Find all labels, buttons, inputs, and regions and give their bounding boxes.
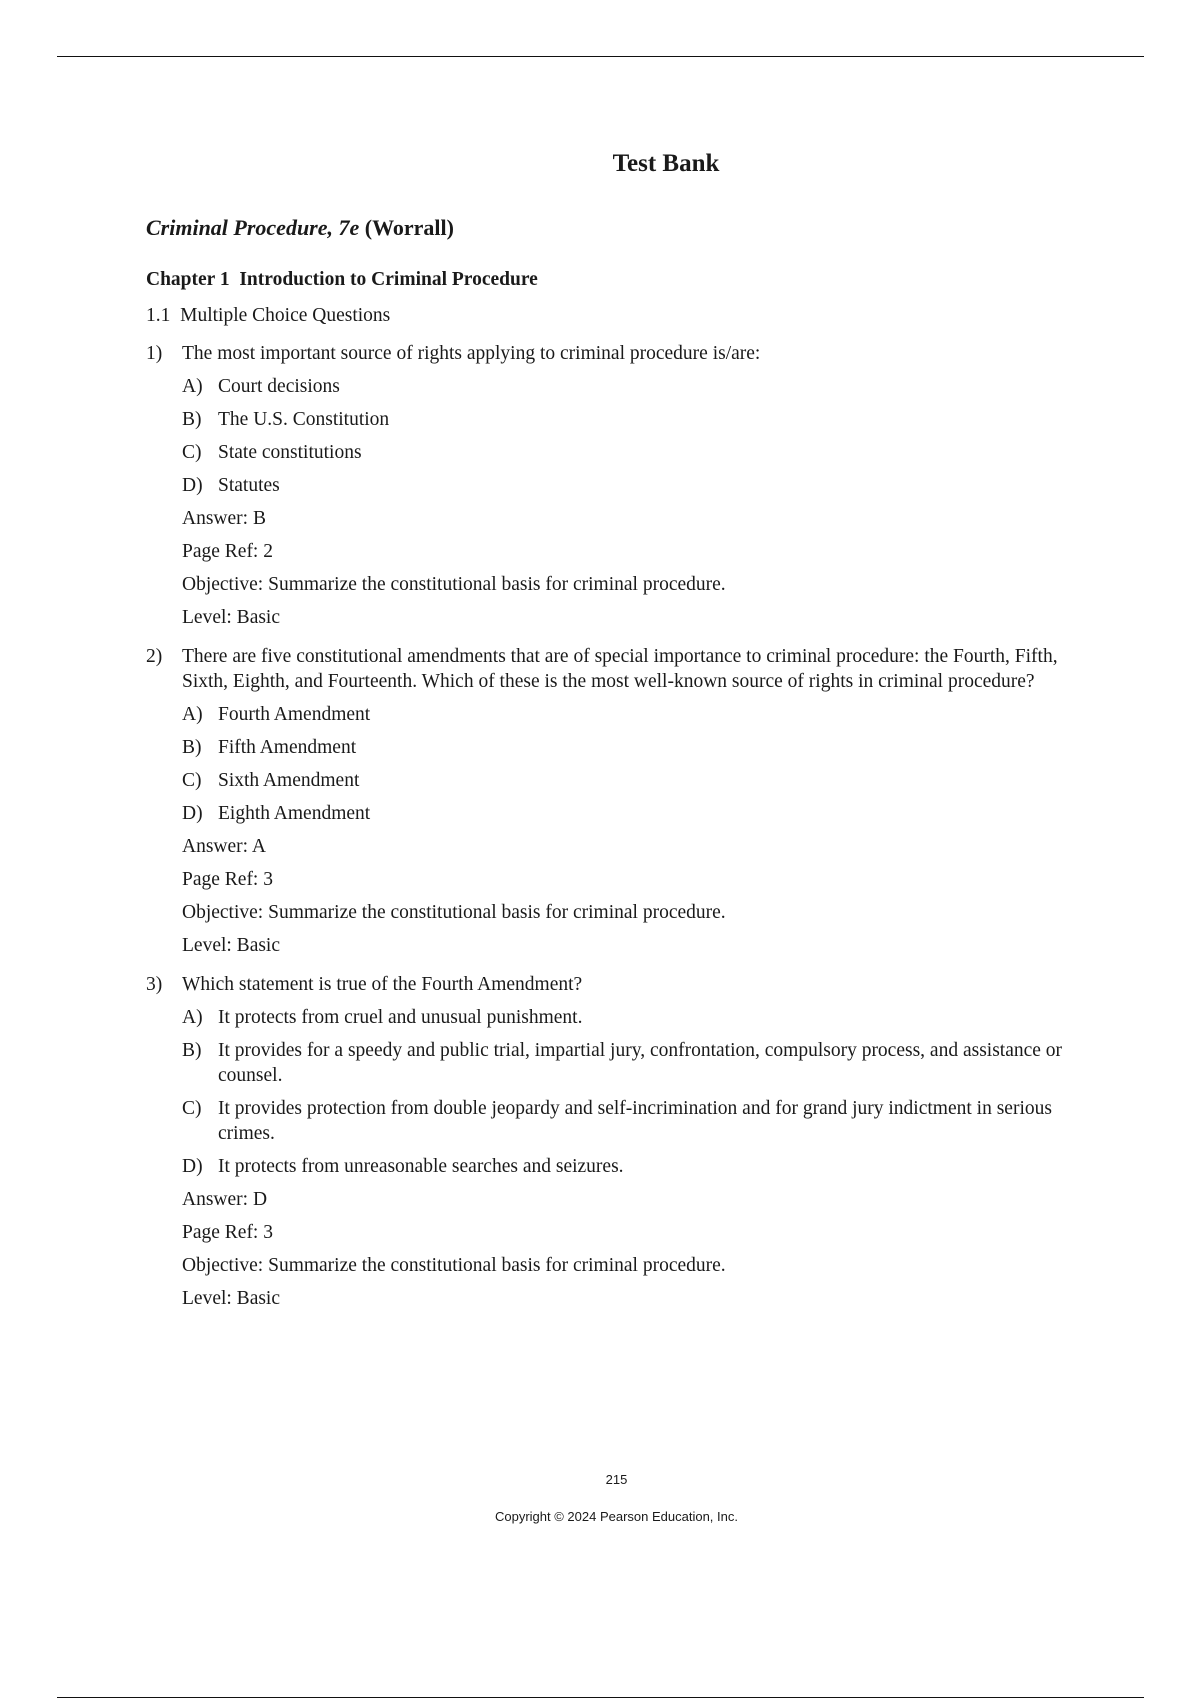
objective: Objective: Summarize the constitutional basis for criminal procedure. <box>182 574 726 595</box>
bottom-rule <box>57 1697 1144 1698</box>
level: Level: Basic <box>182 1288 281 1309</box>
page-ref: Page Ref: 2 <box>182 541 273 562</box>
choice-c <box>182 440 1086 465</box>
choice-a <box>182 374 1086 399</box>
choice-letter: C) <box>182 442 202 463</box>
choice-text: It provides protection from double jeopardy and self-incrimination and for grand jury indictment in serious crimes. <box>218 1098 1052 1144</box>
choice-text: It provides for a speedy and public trial, impartial jury, confrontation, compulsory process, and assistance or counsel. <box>218 1040 1063 1086</box>
choice-text: Statutes <box>218 475 280 496</box>
choice-letter: B) <box>182 409 202 430</box>
choice-b <box>182 407 1086 432</box>
choice-c <box>182 768 1086 793</box>
question-number: 3) <box>146 974 163 995</box>
objective: Objective: Summarize the constitutional basis for criminal procedure. <box>182 1255 726 1276</box>
page-ref: Page Ref: 3 <box>182 1222 273 1243</box>
choice-text: Fifth Amendment <box>218 737 357 758</box>
choice-letter: A) <box>182 376 203 397</box>
question-number: 2) <box>146 646 163 667</box>
choice-c <box>182 1096 1086 1146</box>
page-ref: Page Ref: 3 <box>182 869 273 890</box>
choice-letter: D) <box>182 475 203 496</box>
question-text: The most important source of rights applying to criminal procedure is/are: <box>182 343 761 364</box>
choice-text: Court decisions <box>218 376 340 397</box>
question-number: 1) <box>146 343 163 364</box>
choice-b <box>182 735 1086 760</box>
choice-text: It protects from cruel and unusual punishment. <box>218 1007 583 1028</box>
choice-letter: A) <box>182 1007 203 1028</box>
page-title: Test Bank <box>612 150 720 177</box>
choice-a <box>182 1005 1086 1030</box>
page-content <box>146 150 1086 1311</box>
choice-letter: B) <box>182 737 202 758</box>
question-text: Which statement is true of the Fourth Amendment? <box>182 974 583 995</box>
choice-d <box>182 473 1086 498</box>
page-number: 215 <box>605 1472 628 1487</box>
choice-a <box>182 702 1086 727</box>
choice-letter: A) <box>182 704 203 725</box>
choice-text: State constitutions <box>218 442 362 463</box>
book-title-line <box>146 215 1086 241</box>
answer: Answer: A <box>182 836 266 857</box>
choice-letter: D) <box>182 1156 203 1177</box>
choice-d <box>182 801 1086 826</box>
level: Level: Basic <box>182 607 281 628</box>
answer: Answer: B <box>182 508 266 529</box>
top-rule <box>57 56 1144 57</box>
question-1 <box>146 341 1086 630</box>
book-author: (Worrall) <box>364 215 454 240</box>
question-3 <box>146 972 1086 1311</box>
choice-letter: C) <box>182 770 202 791</box>
choice-text: Fourth Amendment <box>218 704 371 725</box>
book-title: Criminal Procedure, 7e <box>146 215 360 240</box>
choice-letter: B) <box>182 1040 202 1061</box>
choice-letter: D) <box>182 803 203 824</box>
choice-letter: C) <box>182 1098 202 1119</box>
choice-text: Sixth Amendment <box>218 770 360 791</box>
section-heading: 1.1 Multiple Choice Questions <box>146 305 391 326</box>
choice-text: It protects from unreasonable searches and seizures. <box>218 1156 624 1177</box>
question-2 <box>146 644 1086 958</box>
question-text: There are five constitutional amendments that are of special importance to criminal procedure: the Fourth, Fifth, Sixth, Eighth, and Fourteenth. Which of these is the most well-known source of rights in criminal procedure? <box>182 646 1058 692</box>
choice-b <box>182 1038 1086 1088</box>
choice-text: Eighth Amendment <box>218 803 371 824</box>
choice-text: The U.S. Constitution <box>218 409 390 430</box>
level: Level: Basic <box>182 935 281 956</box>
chapter-heading: Chapter 1 Introduction to Criminal Procedure <box>146 269 538 290</box>
choice-d <box>182 1154 1086 1179</box>
objective: Objective: Summarize the constitutional basis for criminal procedure. <box>182 902 726 923</box>
copyright-notice: Copyright © 2024 Pearson Education, Inc. <box>494 1509 738 1524</box>
answer: Answer: D <box>182 1189 268 1210</box>
